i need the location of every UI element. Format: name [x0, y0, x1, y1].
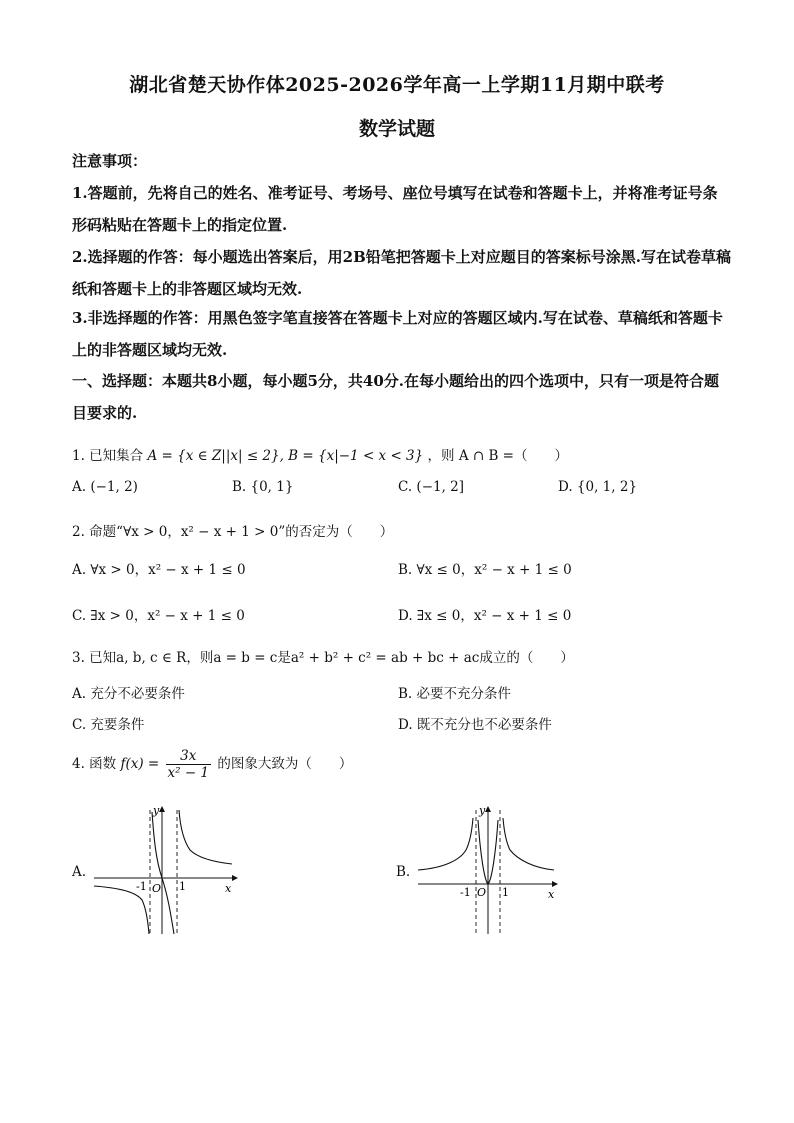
question-4: [72, 748, 352, 781]
curve-left-branch: [418, 818, 473, 870]
q4-graph-b[interactable]: [414, 800, 564, 940]
curve-middle-branch: [152, 812, 174, 934]
y-axis-arrow-icon: [159, 806, 165, 812]
curve-right-branch: [179, 810, 232, 864]
question-4-func: f(x) =: [120, 756, 160, 772]
q2-option-c[interactable]: C. ∃x > 0，x² − x + 1 ≤ 0: [72, 608, 245, 624]
question-4-fraction: [166, 748, 212, 781]
curve-left-branch: [94, 886, 149, 934]
question-3: 3. 已知a, b, c ∈ R，则a = b = c是a² + b² + c² = ab + bc + ac成立的（ ）: [72, 650, 574, 666]
note-item-2: 2.选择题的作答：每小题选出答案后，用2B铅笔把答题卡上对应题目的答案标号涂黑.写在试卷草稿纸和答题卡上的非答题区域均无效.: [72, 248, 732, 298]
question-4-suffix: 的图象大致为（ ）: [217, 756, 353, 772]
label-pos1: 1: [179, 880, 186, 893]
question-1-suffix: ，则 A ∩ B =（ ）: [427, 448, 568, 464]
label-y: y: [153, 804, 160, 817]
exam-title: 湖北省楚天协作体2025-2026学年高一上学期11月期中联考: [129, 74, 665, 96]
question-2: 2. 命题“∀x > 0，x² − x + 1 > 0”的否定为（ ）: [72, 524, 394, 540]
note-item-1: 1.答题前，先将自己的姓名、准考证号、考场号、座位号填写在试卷和答题卡上，并将准考证号条形码粘贴在答题卡上的指定位置.: [72, 184, 718, 234]
q2-option-d[interactable]: D. ∃x ≤ 0，x² − x + 1 ≤ 0: [398, 608, 572, 624]
curve-right-branch: [503, 818, 554, 870]
note-item-3: 3.非选择题的作答：用黑色签字笔直接答在答题卡上对应的答题区域内.写在试卷、草稿纸和答题卡上的非答题区域均无效.: [72, 309, 723, 359]
q3-option-c[interactable]: C. 充要条件: [72, 717, 145, 733]
q4-graph-a[interactable]: [90, 800, 240, 940]
q3-option-d[interactable]: D. 既不充分也不必要条件: [398, 717, 552, 733]
label-x: x: [225, 882, 232, 895]
label-origin: O: [152, 882, 162, 895]
x-axis-arrow-icon: [552, 881, 558, 887]
q2-option-a[interactable]: A. ∀x > 0，x² − x + 1 ≤ 0: [72, 562, 246, 578]
label-y: y: [479, 804, 486, 817]
y-axis-arrow-icon: [485, 806, 491, 812]
exam-subtitle: 数学试题: [358, 118, 435, 140]
x-axis-arrow-icon: [232, 875, 238, 881]
q3-option-b[interactable]: B. 必要不充分条件: [398, 686, 512, 702]
q4-option-b-label[interactable]: B.: [396, 864, 411, 880]
notes-heading: 注意事项：: [72, 152, 148, 170]
section-heading: 一、选择题：本题共8小题，每小题5分，共40分.在每小题给出的四个选项中，只有一项是符合题目要求的.: [72, 372, 719, 422]
q1-option-c[interactable]: C. (−1, 2]: [398, 479, 465, 495]
question-1: [72, 444, 568, 464]
q1-option-a[interactable]: A. (−1, 2): [72, 479, 138, 495]
label-pos1: 1: [502, 886, 509, 899]
q3-option-a[interactable]: A. 充分不必要条件: [72, 686, 185, 702]
q2-option-b[interactable]: B. ∀x ≤ 0，x² − x + 1 ≤ 0: [398, 562, 572, 578]
q1-option-b[interactable]: B. {0, 1}: [232, 479, 294, 495]
question-1-prefix: 1. 已知集合: [72, 448, 144, 464]
fraction-numerator: 3x: [166, 748, 212, 765]
q1-option-d[interactable]: D. {0, 1, 2}: [558, 479, 638, 495]
label-neg1: -1: [136, 880, 147, 893]
label-neg1: -1: [460, 886, 471, 899]
question-4-prefix: 4. 函数: [72, 756, 117, 772]
label-origin: O: [477, 886, 487, 899]
q4-option-a-label[interactable]: A.: [72, 864, 87, 880]
question-1-sets: A = {x ∈ Z||x| ≤ 2}, B = {x|−1 < x < 3}: [147, 448, 424, 464]
label-x: x: [548, 888, 555, 901]
fraction-denominator: x² − 1: [167, 765, 210, 781]
